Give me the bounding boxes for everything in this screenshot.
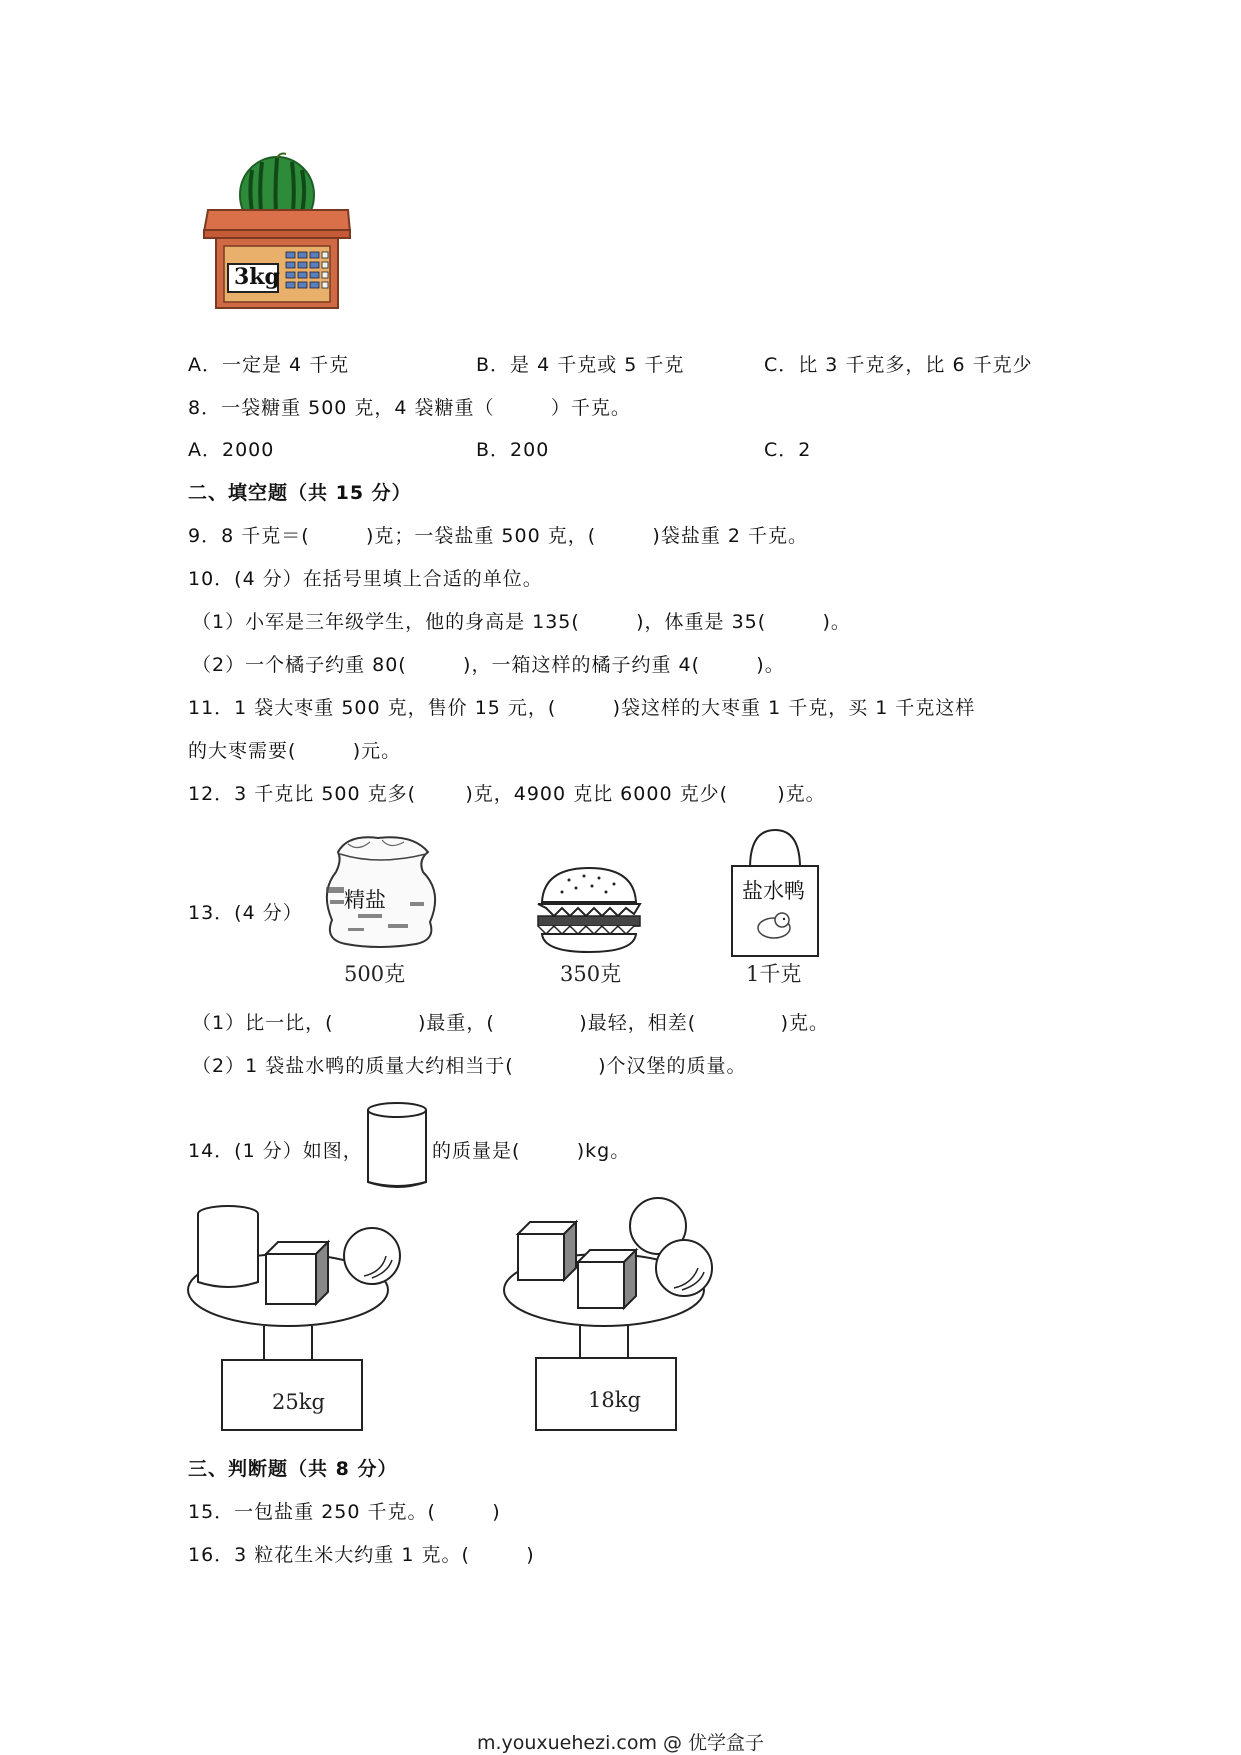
scale2-cube-shape-2	[578, 1250, 636, 1308]
q15-stem: 15．一包盐重 250 千克。( )	[188, 1501, 501, 1523]
q11-line2: 的大枣需要( )元。	[188, 740, 402, 762]
q11-line1: 11．1 袋大枣重 500 克，售价 15 元，( )袋这样的大枣重 1 千克，买 1 千克这样	[188, 697, 976, 719]
cylinder-icon	[364, 1100, 430, 1192]
q13-sub2: （2）1 袋盐水鸭的质量大约相当于( )个汉堡的质量。	[192, 1055, 747, 1077]
q10-sub2: （2）一个橘子约重 80( )，一箱这样的橘子约重 4( )。	[192, 654, 785, 676]
scale-display-reading: 3kg	[234, 264, 280, 290]
q10-stem: 10．(4 分）在括号里填上合适的单位。	[188, 568, 543, 590]
salt-bag-name: 精盐	[344, 888, 386, 912]
q12-stem: 12．3 千克比 500 克多( )克，4900 克比 6000 克少( )克。	[188, 783, 826, 805]
scale1-cube-shape	[266, 1242, 328, 1304]
q10-sub1: （1）小军是三年级学生，他的身高是 135( )，体重是 35( )。	[192, 611, 851, 633]
q7-option-a[interactable]: A．一定是 4 千克	[188, 354, 350, 376]
q13-label: 13．(4 分）	[188, 902, 303, 924]
hamburger-icon	[534, 864, 644, 954]
q7-option-b[interactable]: B．是 4 千克或 5 千克	[476, 354, 685, 376]
scale1-ball-shape	[344, 1228, 400, 1284]
section2-title: 二、填空题（共 15 分）	[188, 482, 412, 504]
q13-sub1: （1）比一比，( )最重，( )最轻，相差( )克。	[192, 1012, 829, 1034]
q8-option-c[interactable]: C．2	[764, 439, 812, 461]
watermelon-scale-figure	[200, 150, 360, 315]
scale2-ball-shape-2	[656, 1240, 712, 1296]
salted-duck-weight: 1千克	[746, 962, 802, 986]
q8-stem: 8．一袋糖重 500 克，4 袋糖重（ ）千克。	[188, 397, 631, 419]
salt-bag-weight: 500克	[344, 962, 406, 986]
section3-title: 三、判断题（共 8 分）	[188, 1458, 398, 1480]
salted-duck-name: 盐水鸭	[742, 879, 805, 903]
q8-option-b[interactable]: B．200	[476, 439, 550, 461]
q9-stem: 9．8 千克＝( )克；一袋盐重 500 克，( )袋盐重 2 千克。	[188, 525, 809, 547]
q16-stem: 16．3 粒花生米大约重 1 克。( )	[188, 1544, 535, 1566]
scale2-reading: 18kg	[588, 1388, 641, 1412]
scale1-reading: 25kg	[272, 1390, 325, 1414]
scale2-cube-shape-1	[518, 1222, 576, 1280]
q7-option-c[interactable]: C．比 3 千克多，比 6 千克少	[764, 354, 1033, 376]
q14-suffix: 的质量是( )kg。	[432, 1140, 631, 1162]
footer-watermark: m.youxuehezi.com @ 优学盒子	[476, 1732, 765, 1754]
scale1-cylinder-shape	[198, 1206, 258, 1287]
q8-option-a[interactable]: A．2000	[188, 439, 275, 461]
hamburger-weight: 350克	[560, 962, 622, 986]
q14-prefix: 14．(1 分）如图，	[188, 1140, 363, 1162]
